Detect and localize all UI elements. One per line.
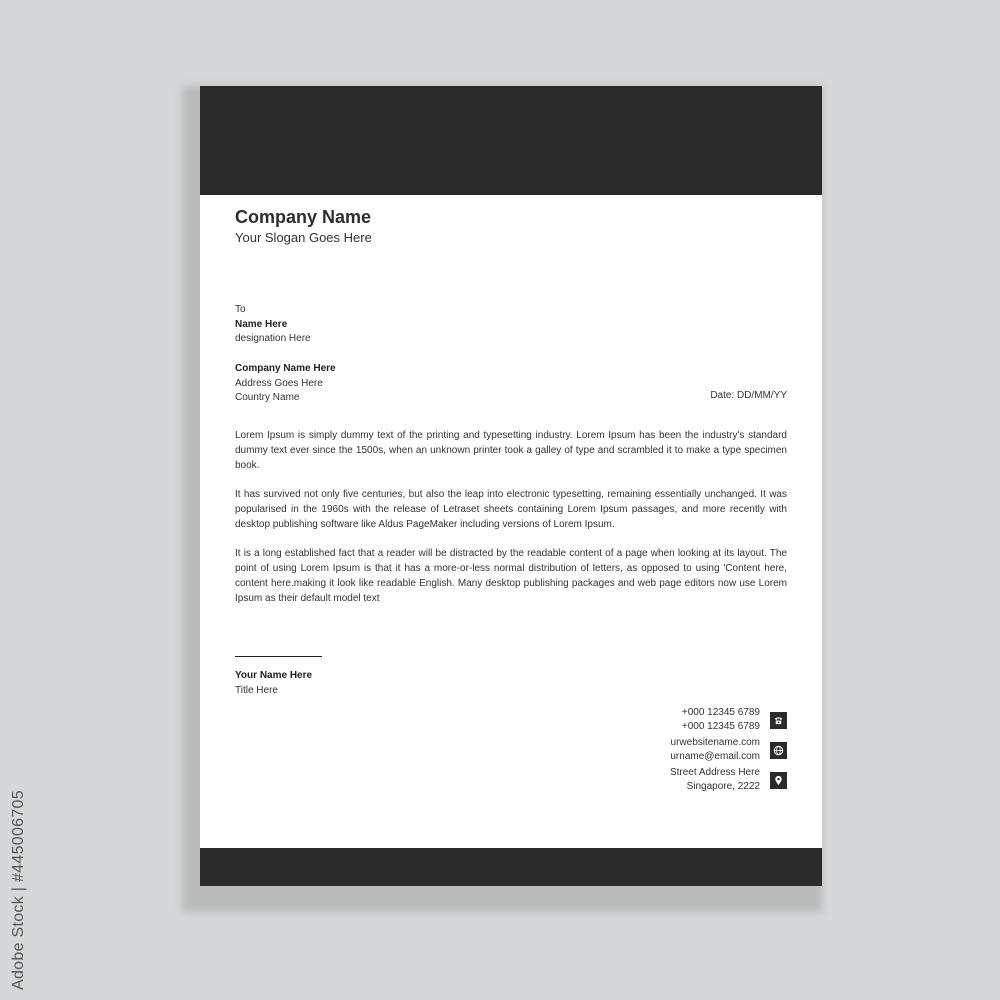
contact-address-row	[527, 766, 787, 794]
letterhead-page	[200, 86, 822, 886]
phone-icon	[770, 712, 787, 729]
letter-body	[235, 428, 787, 620]
contact-web-row	[527, 736, 787, 764]
phone-number-2: +000 12345 6789	[681, 721, 760, 732]
letter-date: Date: DD/MM/YY	[710, 390, 787, 401]
recipient-address: Address Goes Here	[235, 377, 323, 389]
website: urwebsitename.com	[670, 737, 760, 748]
recipient-company-block	[235, 362, 336, 406]
phone-number-1: +000 12345 6789	[681, 707, 760, 718]
header-band	[200, 86, 822, 195]
email: urname@email.com	[670, 751, 760, 762]
to-label: To	[235, 304, 246, 315]
contact-block	[527, 706, 787, 795]
globe-icon	[770, 742, 787, 759]
web-contacts	[670, 736, 760, 764]
company-slogan: Your Slogan Goes Here	[235, 230, 372, 245]
recipient-block	[235, 303, 311, 347]
body-paragraph: Lorem Ipsum is simply dummy text of the printing and typesetting industry. Lorem Ipsum has been the industry's standard dummy text ever since the 1500s, when an unknown printer took a galley of type and scrambled it to make a type specimen book.	[235, 430, 787, 471]
recipient-designation: designation Here	[235, 333, 311, 344]
location-pin-icon	[770, 772, 787, 789]
stock-watermark-text: Adobe Stock | #445006705	[10, 790, 27, 990]
signature-line	[235, 656, 322, 657]
body-paragraph: It has survived not only five centuries, but also the leap into electronic typesetting, remaining essentially unchanged. It was popularised in the 1960s with the release of Letraset sheets containing Lorem Ipsum passages, and more recently with desktop publishing software like Aldus PageMaker including versions of Lorem Ipsum.	[235, 489, 787, 530]
recipient-country: Country Name	[235, 392, 300, 403]
footer-band	[200, 848, 822, 886]
contact-phone-row	[527, 706, 787, 734]
recipient-name: Name Here	[235, 318, 288, 330]
recipient-company: Company Name Here	[235, 363, 336, 374]
body-paragraph: It is a long established fact that a reader will be distracted by the readable content of a page when looking at its layout. The point of using Lorem Ipsum is that it has a more-or-less normal distribution of letters, as opposed to using 'Content here, content here.making it look like readable English. Many desktop publishing packages and web page editors now use Lorem Ipsum as their default model text	[235, 548, 787, 604]
company-name: Company Name	[235, 207, 372, 227]
stock-watermark	[6, 760, 32, 990]
city: Singapore, 2222	[686, 781, 760, 792]
street-address	[670, 766, 760, 794]
signer-name: Your Name Here	[235, 670, 313, 681]
street: Street Address Here	[669, 767, 760, 778]
signature-block	[235, 669, 312, 698]
signer-title: Title Here	[235, 684, 278, 696]
phone-numbers	[682, 706, 760, 734]
